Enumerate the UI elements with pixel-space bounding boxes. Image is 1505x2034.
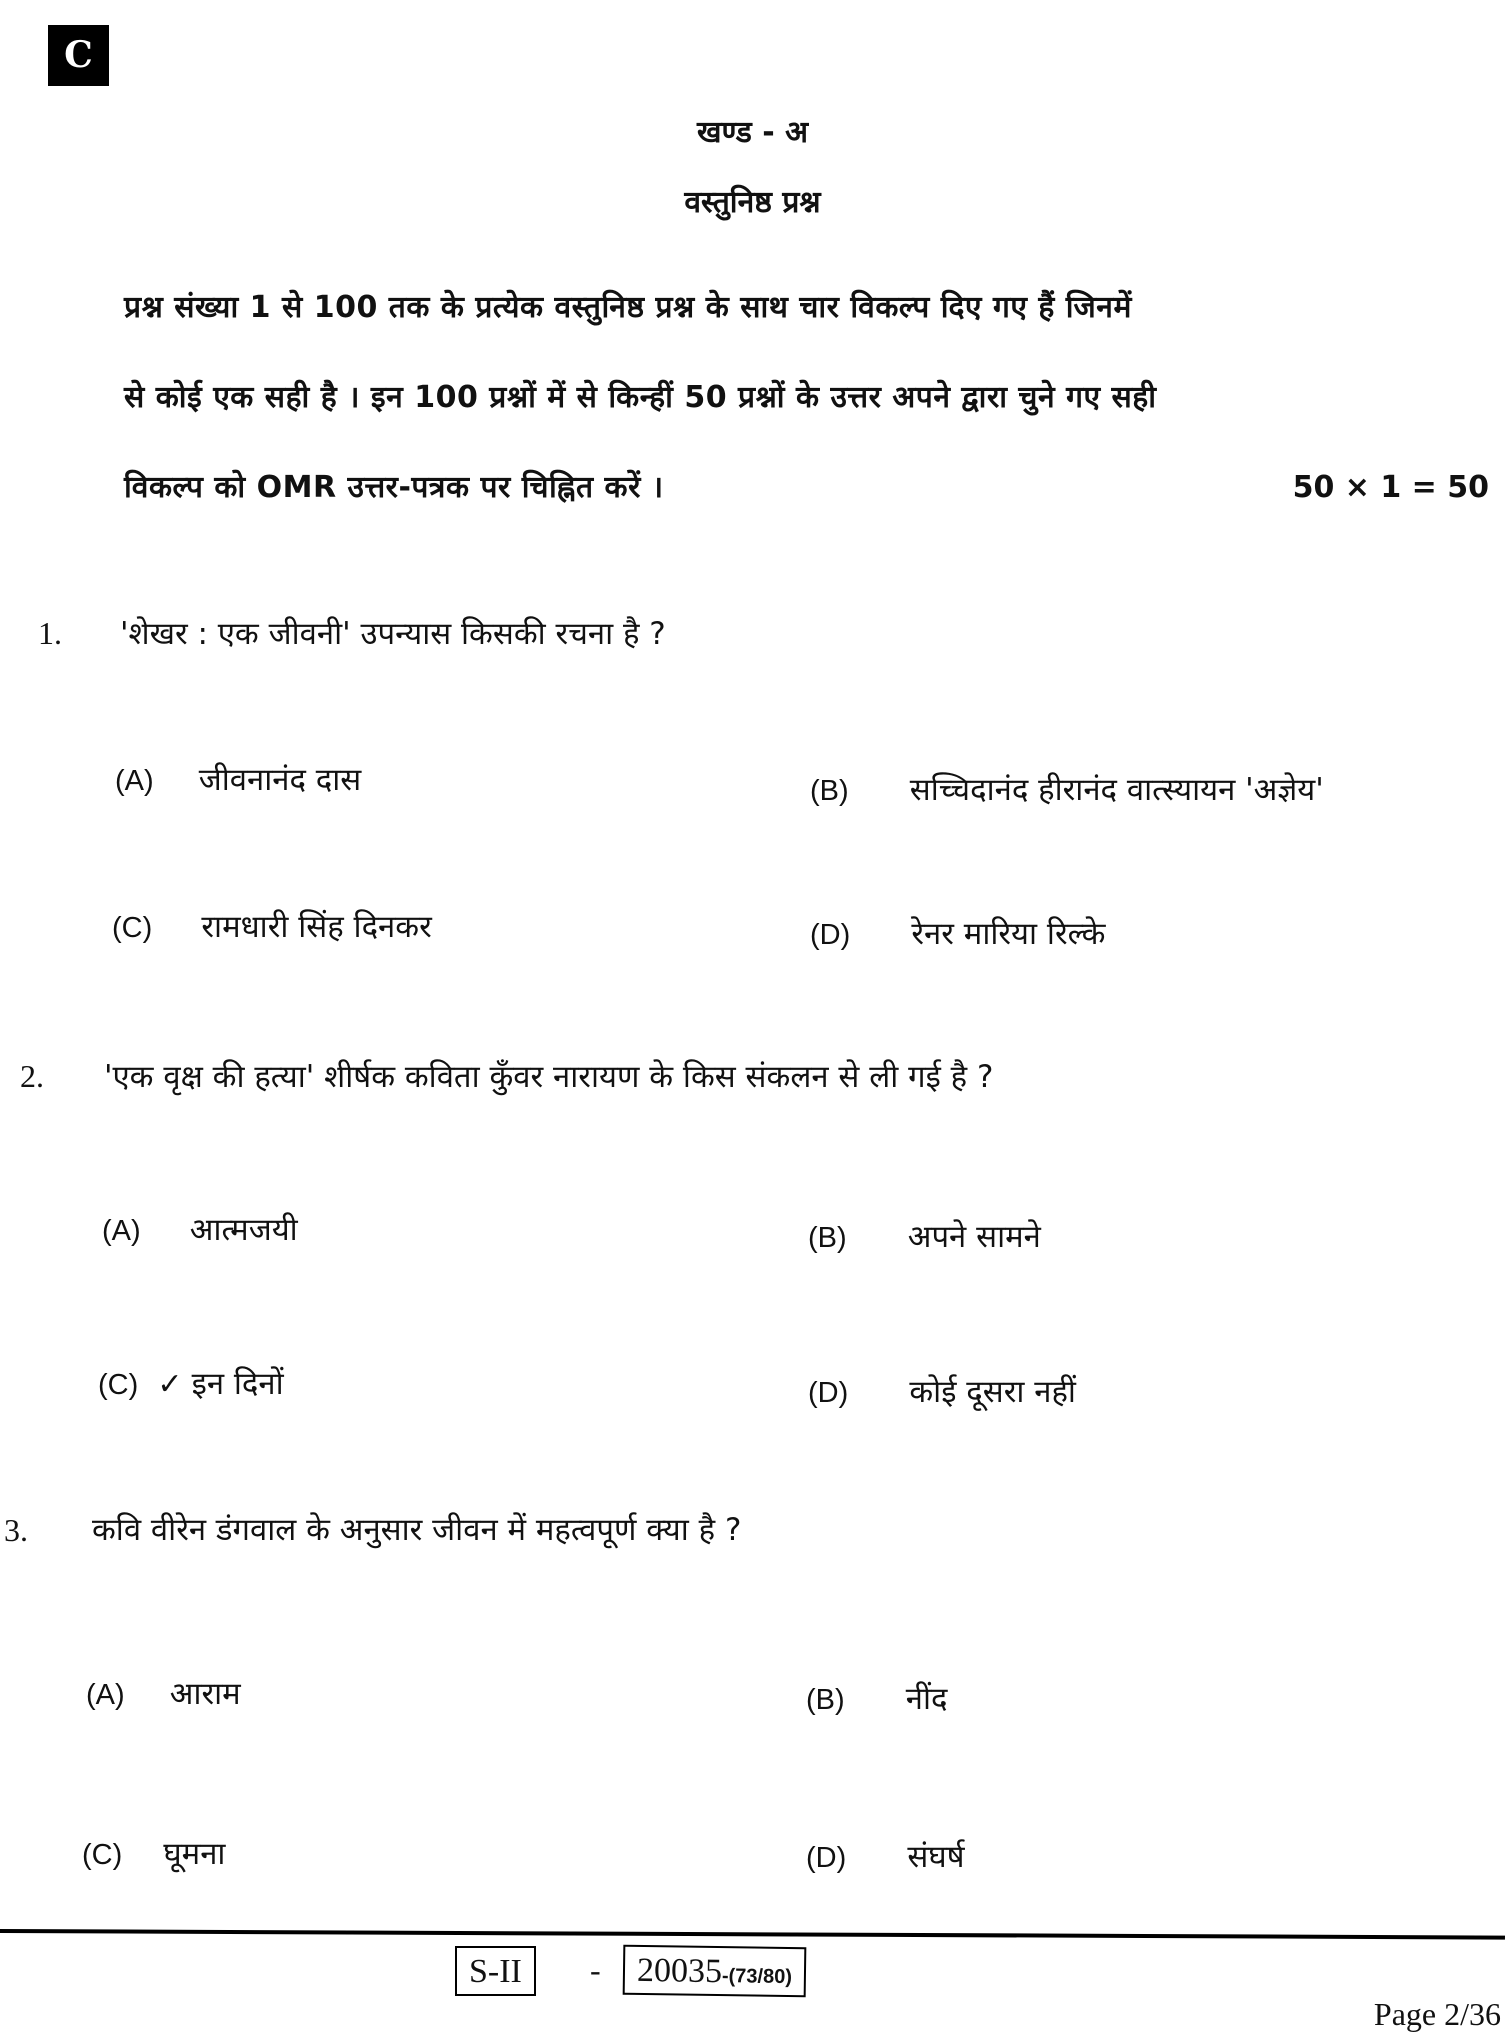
option-text: अपने सामने [907,1219,1041,1255]
instruction-line: से कोई एक सही है । इन 100 प्रश्नों में से किन्हीं 50 प्रश्नों के उत्तर अपने द्वारा चुने गए सही [124,380,1157,415]
option-text: संघर्ष [907,1839,965,1875]
option-text: रेनर मारिया रिल्के [911,916,1106,952]
option-b[interactable] [810,768,1324,810]
option-a[interactable] [102,1208,298,1250]
series-code-box: S-II [455,1946,536,1996]
question-text: 'शेखर : एक जीवनी' उपन्यास किसकी रचना है ? [120,616,666,652]
question-text: कवि वीरेन डंगवाल के अनुसार जीवन में महत्वपूर्ण क्या है ? [92,1512,742,1548]
option-text: जीवनानंद दास [198,762,362,798]
option-label: (C) [112,912,153,944]
section-subtitle: वस्तुनिष्ठ प्रश्न [684,185,821,220]
option-a[interactable] [115,758,361,800]
option-b[interactable] [806,1677,947,1719]
option-label: (A) [86,1679,125,1711]
footer-divider [0,1929,1505,1940]
page-number: Page 2/36 [1373,1996,1501,2032]
paper-code-box [623,1945,807,1998]
option-b[interactable] [808,1215,1041,1257]
instruction-line: प्रश्न संख्या 1 से 100 तक के प्रत्येक वस्तुनिष्ठ प्रश्न के साथ चार विकल्प दिए गए हैं जिनमें [124,290,1132,325]
option-text: कोई दूसरा नहीं [909,1374,1076,1410]
question-number: 3. [4,1512,28,1548]
option-text: आराम [169,1676,241,1712]
option-label: (B) [810,775,849,807]
option-text: इन दिनों [191,1366,284,1402]
paper-code: 20035 [636,1951,723,1991]
option-text: घूमना [163,1836,226,1872]
option-text: रामधारी सिंह दिनकर [201,909,432,945]
checkmark-icon: ✓ [157,1367,183,1402]
option-c[interactable] [82,1832,225,1874]
marks-allocation: 50 × 1 = 50 [1292,470,1489,505]
option-label: (D) [810,919,851,951]
option-d[interactable] [808,1370,1076,1412]
option-text: नींद [905,1681,948,1717]
option-d[interactable] [810,912,1105,954]
question-number: 2. [20,1058,44,1094]
option-label: (B) [808,1222,847,1254]
option-text: सच्चिदानंद हीरानंद वात्स्यायन 'अज्ञेय' [909,772,1324,808]
option-label: (C) [82,1839,123,1871]
option-label: (A) [115,765,154,797]
question-number: 1. [38,615,62,651]
option-a[interactable] [86,1672,241,1714]
set-code-badge: C [48,25,109,86]
code-separator: - [590,1952,601,1988]
option-label: (D) [806,1842,847,1874]
instruction-line: विकल्प को OMR उत्तर-पत्रक पर चिह्नित करें । [124,470,664,505]
option-label: (B) [806,1684,845,1716]
question-text: 'एक वृक्ष की हत्या' शीर्षक कविता कुँवर नारायण के किस संकलन से ली गई है ? [104,1059,994,1095]
paper-code-suffix: -(73/80) [721,1965,793,1989]
option-label: (C) [98,1369,139,1401]
option-c[interactable] [112,905,432,947]
option-label: (D) [808,1377,849,1409]
option-d[interactable] [806,1835,965,1877]
option-label: (A) [102,1215,141,1247]
section-heading: खण्ड - अ [696,115,809,150]
option-text: आत्मजयी [189,1212,298,1248]
option-c[interactable] [98,1362,284,1404]
